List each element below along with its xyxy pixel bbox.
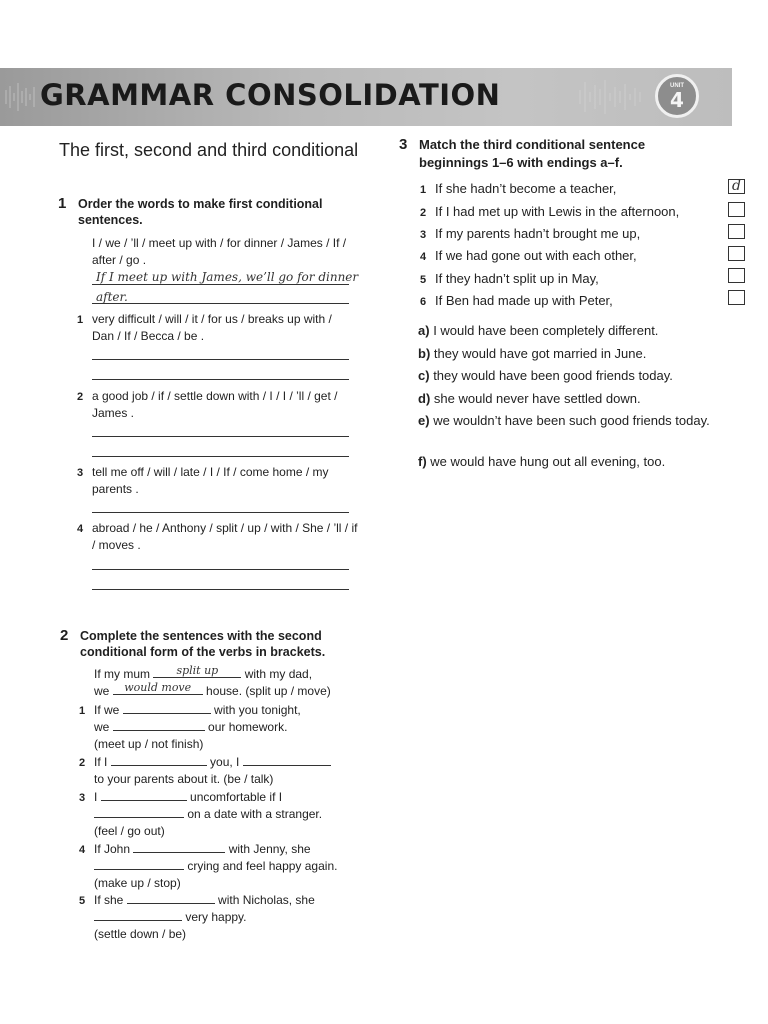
answer-blank[interactable] xyxy=(111,754,207,766)
q1-item-1: 1 very difficult / will / it / for us / breaks up with / Dan / If / Becca / be . xyxy=(77,312,332,343)
answer-box-2[interactable] xyxy=(728,202,745,217)
q3-ending-c: c) they would have been good friends today. xyxy=(418,368,673,383)
q1-item-3: 3 tell me off / will / late / I / If / come home / my parents . xyxy=(77,465,329,496)
answer-blank[interactable] xyxy=(94,858,184,870)
answer-blank[interactable] xyxy=(94,806,184,818)
q2-item-3: 3 I uncomfortable if I on a date with a stranger. (feel / go out) xyxy=(79,790,323,838)
answer-blank[interactable] xyxy=(133,841,225,853)
answer-line[interactable] xyxy=(92,359,349,360)
answer-blank[interactable] xyxy=(123,702,211,714)
answer-blank[interactable] xyxy=(94,909,182,921)
answer-box-4[interactable] xyxy=(728,246,745,261)
answer-box-3[interactable] xyxy=(728,224,745,239)
q2-instruction xyxy=(60,627,360,660)
answer-blank[interactable] xyxy=(113,719,205,731)
q2-item-1: 1 If we with you tonight, we our homework. (meet up / not finish) xyxy=(79,703,301,751)
example-blank: would move xyxy=(113,683,203,695)
q3-beginning-1: 1 If she hadn’t become a teacher, xyxy=(420,181,617,196)
answer-line[interactable] xyxy=(92,569,349,570)
answer-box-1[interactable]: d xyxy=(728,179,745,194)
q1-instruction-text: Order the words to make first conditional sentences. xyxy=(78,197,323,227)
q3-instruction: 3 Match the third conditional sentence beginnings 1–6 with endings a–f. xyxy=(399,136,646,170)
answer-line xyxy=(92,303,349,304)
q2-item-2: 2 If I you, I to your parents about it. (be / talk) xyxy=(94,754,374,788)
unit-number: 4 xyxy=(670,87,684,112)
answer-box-5[interactable] xyxy=(728,268,745,283)
example-blank: split up xyxy=(153,666,241,678)
q1-item-2: 2 a good job / if / settle down with / I / I / ’ll / get / James . xyxy=(77,389,338,420)
unit-label: UNIT xyxy=(670,82,684,89)
unit-badge xyxy=(655,74,699,118)
answer-line[interactable] xyxy=(92,436,349,437)
q2-number: 2 xyxy=(60,627,69,644)
q3-beginning-5: 5 If they hadn’t split up in May, xyxy=(420,271,599,286)
q3-beginning-3: 3 If my parents hadn’t brought me up, xyxy=(420,226,641,241)
answer-blank[interactable] xyxy=(243,754,331,766)
q1-number: 1 xyxy=(58,195,67,212)
q3-ending-e: e) we wouldn’t have been such good friends today. xyxy=(418,413,710,428)
header-banner xyxy=(0,68,732,126)
q3-number: 3 xyxy=(399,136,408,153)
answer-line[interactable] xyxy=(92,589,349,590)
answer-line[interactable] xyxy=(92,456,349,457)
page-title: GRAMMAR CONSOLIDATION xyxy=(40,78,501,112)
q2-item-4: 4 If John with Jenny, she crying and feel happy again. (make up / stop) xyxy=(79,842,338,890)
q3-beginning-2: 2 If I had met up with Lewis in the afternoon, xyxy=(420,204,680,219)
q3-ending-a: a) I would have been completely different. xyxy=(418,323,659,338)
answer-box-6[interactable] xyxy=(728,290,745,305)
q2-example: If my mum split up with my dad, we would move house. (split up / move) xyxy=(94,664,331,698)
q1-example-answer-line2: after. xyxy=(96,290,128,304)
q3-beginning-4: 4 If we had gone out with each other, xyxy=(420,248,637,263)
q3-ending-b: b) they would have got married in June. xyxy=(418,346,647,361)
q1-example-answer-line1: If I meet up with James, we’ll go for dinner xyxy=(96,270,359,284)
q2-item-5: 5 If she with Nicholas, she very happy. (settle down / be) xyxy=(79,893,315,941)
q3-ending-f: f) we would have hung out all evening, too. xyxy=(418,454,666,469)
answer-line[interactable] xyxy=(92,512,349,513)
answer-blank[interactable] xyxy=(127,892,215,904)
q2-instruction-text: Complete the sentences with the second conditional form of the verbs in brackets. xyxy=(80,629,326,659)
q3-beginning-6: 6 If Ben had made up with Peter, xyxy=(420,293,613,308)
section-title: The first, second and third conditional xyxy=(59,140,359,160)
q1-item-4: 4 abroad / he / Anthony / split / up / with / She / ’ll / if / moves . xyxy=(77,521,358,552)
q1-instruction xyxy=(58,195,358,228)
q3-ending-d: d) she would never have settled down. xyxy=(418,391,641,406)
answer-line[interactable] xyxy=(92,379,349,380)
q1-example-prompt: I / we / ’ll / meet up with / for dinner / James / If / after / go . xyxy=(92,236,347,267)
answer-blank[interactable] xyxy=(101,789,187,801)
answer-line xyxy=(92,284,349,285)
